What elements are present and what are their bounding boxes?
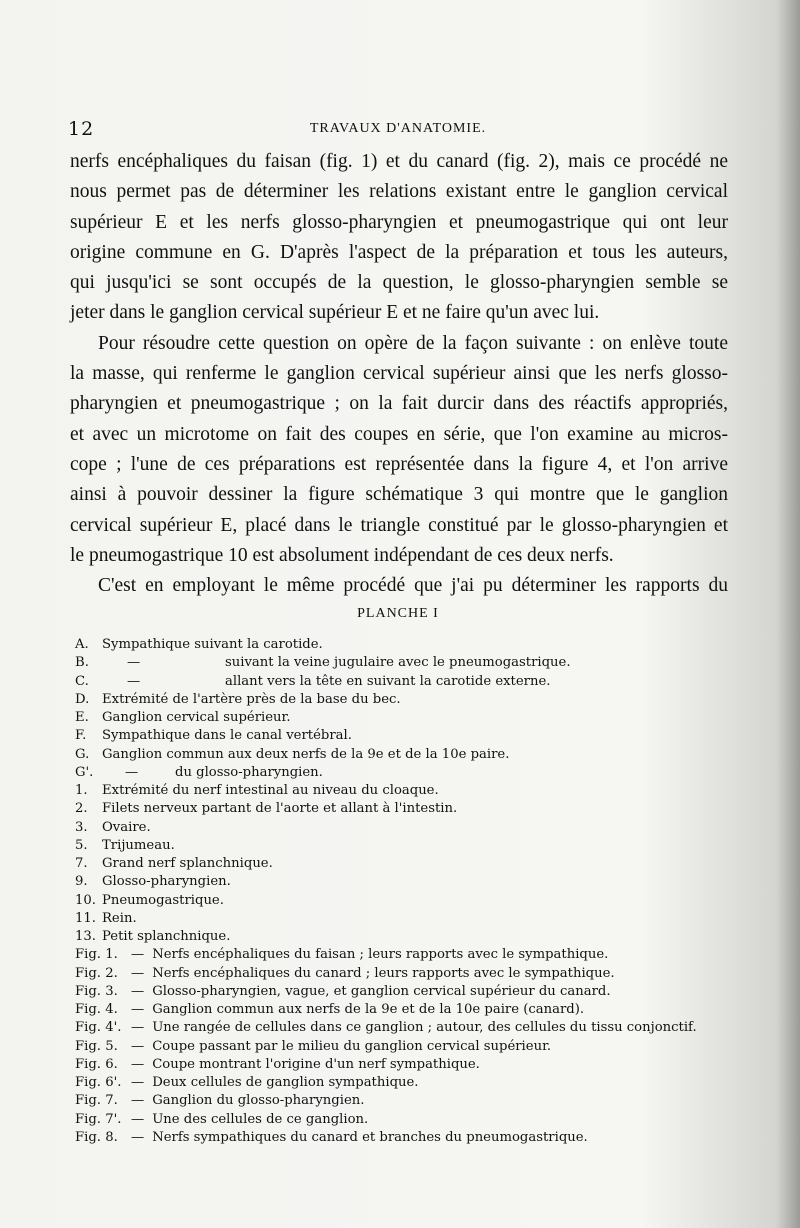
legend-entry (75, 928, 735, 946)
plate-legend (75, 636, 735, 1147)
legend-dash: — (131, 1002, 145, 1017)
legend-key: Fig. 7. (75, 1093, 118, 1109)
legend-dash: — (131, 947, 145, 963)
legend-entry (75, 1056, 735, 1074)
legend-text: Ganglion commun aux deux nerfs de la 9e et de la 10e paire. (102, 746, 510, 762)
body-line: jeter dans le ganglion cervical supérieur E et ne faire qu'un avec lui. (70, 302, 600, 324)
legend-entry (75, 1019, 735, 1037)
legend-key: A. (75, 637, 89, 652)
legend-dash: — (131, 983, 145, 999)
legend-entry (75, 873, 735, 891)
legend-key: Fig. 7'. (75, 1111, 122, 1127)
legend-text: Ganglion commun aux nerfs de la 9e et de la 10e paire (canard). (152, 1002, 585, 1017)
legend-entry (75, 691, 735, 709)
body-line: et avec un microtome on fait des coupes en série, que l'on examine au micros- (70, 423, 728, 445)
legend-text: Ganglion du glosso-pharyngien. (152, 1093, 365, 1109)
legend-key: 2. (75, 801, 88, 817)
legend-entry (75, 1074, 735, 1092)
legend-dash: — (131, 1111, 145, 1127)
legend-key: Fig. 6'. (75, 1075, 122, 1090)
legend-text: Rein. (102, 910, 137, 926)
legend-entry (75, 746, 735, 764)
legend-dash: — (131, 1020, 145, 1036)
legend-key: G. (75, 746, 90, 762)
legend-text: allant vers la tête en suivant la carotide externe. (225, 673, 551, 689)
legend-key: 7. (75, 856, 88, 871)
legend-entry (75, 1001, 735, 1019)
legend-entry (75, 855, 735, 873)
legend-entry (75, 654, 735, 672)
body-line: cervical supérieur E, placé dans le triangle constitué par le glosso-pharyngien et (70, 514, 728, 536)
page-header (68, 118, 728, 142)
legend-dash: — (131, 1038, 145, 1054)
legend-key: 9. (75, 874, 88, 890)
legend-text: Nerfs sympathiques du canard et branches du pneumogastrique. (152, 1129, 588, 1145)
legend-key: G'. (75, 764, 94, 780)
legend-dash: — (127, 655, 141, 671)
body-line: ainsi à pouvoir dessiner la figure schématique 3 qui montre que le ganglion (70, 484, 728, 506)
legend-key: Fig. 4. (75, 1002, 118, 1017)
body-line: Pour résoudre cette question on opère de la façon suivante : on enlève toute (98, 332, 728, 354)
legend-key: 11. (75, 910, 96, 926)
legend-text: Nerfs encéphaliques du canard ; leurs rapports avec le sympathique. (152, 965, 615, 981)
legend-key: 3. (75, 819, 88, 835)
legend-text: Deux cellules de ganglion sympathique. (152, 1075, 419, 1090)
legend-key: Fig. 5. (75, 1038, 118, 1054)
legend-key: 1. (75, 783, 88, 798)
legend-text: Glosso-pharyngien. (102, 874, 231, 890)
body-line: nous permet pas de déterminer les relations existant entre le ganglion cervical (70, 181, 728, 203)
legend-dash: — (131, 1056, 145, 1072)
legend-key: Fig. 6. (75, 1056, 118, 1072)
legend-entry (75, 965, 735, 983)
legend-key: Fig. 8. (75, 1129, 118, 1145)
legend-text: Ovaire. (102, 819, 151, 835)
legend-entry (75, 800, 735, 818)
legend-entry (75, 1092, 735, 1110)
body-text (70, 147, 728, 601)
legend-entry (75, 673, 735, 691)
running-title: TRAVAUX D'ANATOMIE. (309, 121, 487, 136)
legend-key: Fig. 1. (75, 947, 118, 963)
legend-entry (75, 782, 735, 800)
legend-key: Fig. 2. (75, 965, 118, 981)
legend-text: Filets nerveux partant de l'aorte et allant à l'intestin. (102, 801, 458, 817)
legend-key: B. (75, 655, 89, 671)
legend-text: Glosso-pharyngien, vague, et ganglion cervical supérieur du canard. (152, 983, 611, 999)
legend-dash: — (131, 965, 145, 981)
legend-dash: — (131, 1129, 145, 1145)
legend-key: 10. (75, 892, 96, 908)
legend-text: Une rangée de cellules dans ce ganglion ; autour, des cellules du tissu conjonctif. (152, 1020, 697, 1036)
body-line: nerfs encéphaliques du faisan (fig. 1) et du canard (fig. 2), mais ce procédé ne (70, 151, 728, 172)
legend-key: E. (75, 710, 89, 725)
legend-dash: — (131, 1093, 145, 1109)
legend-entry (75, 819, 735, 837)
legend-text: Une des cellules de ce ganglion. (152, 1111, 369, 1127)
legend-entry (75, 764, 735, 782)
body-line: le pneumogastrique 10 est absolument indépendant de ces deux nerfs. (70, 544, 614, 566)
legend-text: Extrémité de l'artère près de la base du bec. (102, 691, 401, 707)
legend-text: Trijumeau. (102, 837, 175, 853)
legend-entry (75, 910, 735, 928)
body-line: origine commune en G. D'après l'aspect de la préparation et tous les auteurs, (70, 241, 728, 263)
legend-entry (75, 946, 735, 964)
legend-text: Coupe montrant l'origine d'un nerf sympathique. (152, 1056, 480, 1072)
legend-entry (75, 837, 735, 855)
legend-text: Pneumogastrique. (102, 892, 224, 908)
legend-key: C. (75, 673, 89, 689)
body-line: la masse, qui renferme le ganglion cervical supérieur ainsi que les nerfs glosso- (70, 363, 728, 385)
legend-entry (75, 709, 735, 727)
legend-text: du glosso-pharyngien. (175, 764, 323, 780)
legend-entry (75, 1129, 735, 1147)
legend-text: Coupe passant par le milieu du ganglion cervical supérieur. (152, 1038, 552, 1054)
body-line: supérieur E et les nerfs glosso-pharyngien et pneumogastrique qui ont leur (70, 211, 728, 233)
legend-dash: — (125, 764, 139, 780)
legend-key: 5. (75, 837, 88, 853)
legend-key: 13. (75, 929, 96, 944)
legend-key: Fig. 4'. (75, 1020, 122, 1036)
legend-entry (75, 983, 735, 1001)
legend-entry (75, 892, 735, 910)
body-line: C'est en employant le même procédé que j'ai pu déterminer les rapports du (98, 575, 728, 597)
legend-text: Sympathique suivant la carotide. (102, 637, 323, 652)
legend-text: Sympathique dans le canal vertébral. (102, 728, 352, 744)
page-number: 12 (68, 118, 95, 140)
legend-text: Petit splanchnique. (102, 929, 231, 944)
body-line: qui jusqu'ici se sont occupés de la question, le glosso-pharyngien semble se (70, 272, 728, 294)
legend-text: suivant la veine jugulaire avec le pneumogastrique. (225, 655, 571, 671)
legend-key: Fig. 3. (75, 983, 118, 999)
legend-entry (75, 1111, 735, 1129)
legend-dash: — (127, 673, 141, 689)
plate-title: PLANCHE I (357, 606, 439, 621)
legend-key: D. (75, 691, 90, 707)
legend-entry (75, 636, 735, 654)
legend-key: F. (75, 728, 87, 744)
legend-text: Nerfs encéphaliques du faisan ; leurs rapports avec le sympathique. (152, 947, 609, 963)
legend-entry (75, 727, 735, 745)
body-line: cope ; l'une de ces préparations est représentée dans la figure 4, et l'on arrive (70, 453, 728, 475)
legend-text: Ganglion cervical supérieur. (102, 710, 291, 725)
legend-text: Extrémité du nerf intestinal au niveau du cloaque. (102, 783, 439, 798)
legend-entry (75, 1038, 735, 1056)
legend-text: Grand nerf splanchnique. (102, 856, 273, 871)
legend-dash: — (131, 1075, 145, 1090)
body-line: pharyngien et pneumogastrique ; on la fait durcir dans des réactifs appropriés, (70, 393, 728, 415)
